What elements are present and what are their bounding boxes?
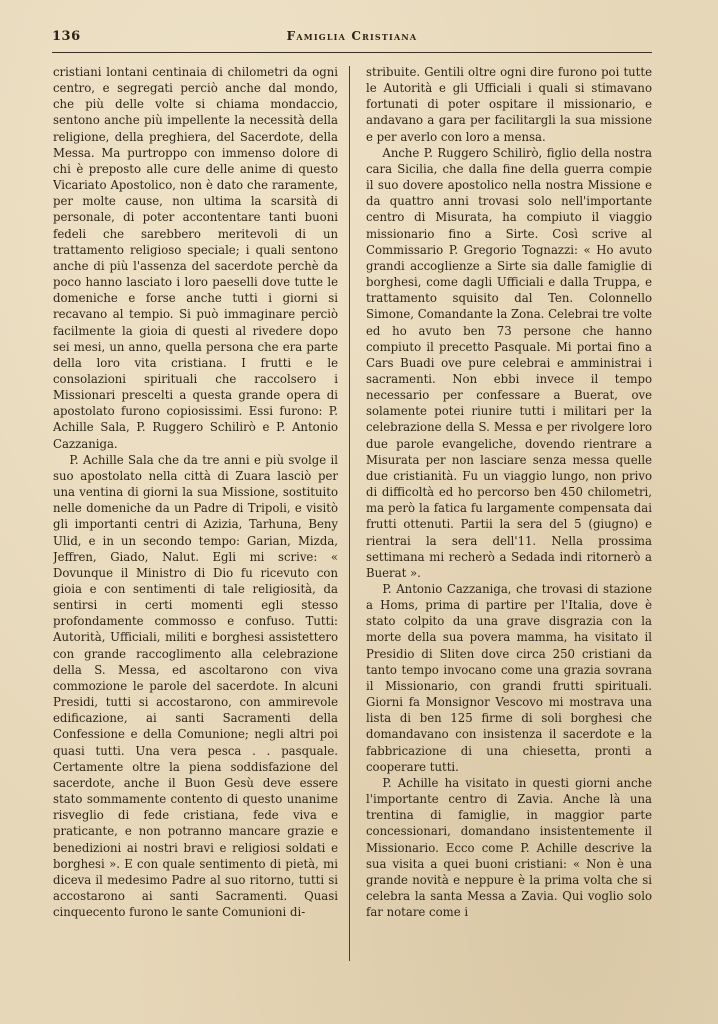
paragraph: cristiani lontani centinaia di chilometri da ogni centro, e segregati perciò anche dal mondo, che più delle volte si chiama mondaccio, sentono anche più impellente la necessità della religione, della preghiera, del Sacerdote, della Messa. Ma purtroppo con immenso dolore di chi è preposto alle cure delle anime di questo Vicariato Apostolico, non è dato che raramente, per molte cause, non ultima la scarsità di personale, di poter accontentare tanti buoni fedeli che sarebbero meritevoli di un trattamento religioso speciale; i quali sentono anche di più l'assenza del sacerdote perchè da poco hanno lasciato i loro paeselli dove tutte le domeniche e forse anche tutti i giorni si recavano al tempio. Si può immaginare perciò facilmente la gioia di questi al rivedere dopo sei mesi, un anno, quella persona che era parte della loro vita cristiana. I frutti e le consolazioni spirituali che raccolsero i Missionari prescelti a questa grande opera di apostolato furono copiosissimi. Essi furono: P. Achille Sala, P. Ruggero Schilirò e P. Antonio Cazzaniga. [53,65,338,451]
paragraph: P. Antonio Cazzaniga, che trovasi di stazione a Homs, prima di partire per l'Italia, dove è stato colpito da una grave disgrazia con la morte della sua povera mamma, ha visitato il Presidio di Sliten dove circa 250 cristiani da tanto tempo invocano come una grazia sovrana il Missionario, con grandi frutti spirituali. Giorni fa Monsignor Vescovo mi mostrava una lista di ben 125 firme di soli borghesi che domandavano con insistenza il sacerdote e la fabbricazione di una chiesetta, pronti a cooperare tutti. [366,582,652,774]
paragraph: P. Achille ha visitato in questi giorni anche l'importante centro di Zavia. Anche là una trentina di famiglie, in maggior parte concessionari, domandano insistentemente il Missionario. Ecco come P. Achille descrive la sua visita a quei buoni cristiani: « Non è una grande novità e neppure è la prima volta che si celebra la santa Messa a Zavia. Qui voglio solo far notare come i [366,775,652,920]
paragraph: stribuite. Gentili oltre ogni dire furono poi tutte le Autorità e gli Ufficiali i quali si stimavano fortunati di poter ospitare il missionario, e andavano a gara per facilitargli la sua missione e per averlo con loro a mensa. [366,65,652,144]
column-divider [349,66,350,961]
left-column [53,64,338,964]
running-title: Famiglia Cristiana [286,29,418,43]
paragraph: Anche P. Ruggero Schilirò, figlio della nostra cara Sicilia, che dalla fine della guerra compie il suo dovere apostolico nella nostra Missione e da quattro anni trovasi solo nell'importante centro di Misurata, ha compiuto il viaggio missionario fino a Sirte. Così scrive al Commissario P. Gregorio Tognazzi: « Ho avuto grandi accoglienze a Sirte sia dalle famiglie di borghesi, come dagli Ufficiali e dalla Truppa, e trattamento squisito dal Ten. Colonnello Simone, Comandante la Zona. Celebrai tre volte ed ho avuto ben 73 persone che hanno compiuto il precetto Pasquale. Mi portai fino a Cars Buadi ove pure celebrai e amministrai i sacramenti. Non ebbi invece il tempo necessario per confessare a Buerat, ove solamente potei riunire tutti i militari per la celebrazione della S. Messa e per rivolgere loro due parole evangeliche, dovendo rientrare a Misurata per non lasciare senza messa quelle due cristianità. Fu un viaggio lungo, non privo di difficoltà ed ho percorso ben 450 chilometri, ma però la fatica fu largamente compensata dai frutti ottenuti. Partii la sera del 5 (giugno) e rientrai la sera dell'11. Nella prossima settimana mi recherò a Sedada indi ritornerò a Buerat ». [366,145,652,580]
paragraph: P. Achille Sala che da tre anni e più svolge il suo apostolato nella città di Zuara lasciò per una ventina di giorni la sua Missione, sostituito nelle domeniche da un Padre di Tripoli, e visitò gli importanti centri di Azizia, Tarhuna, Beny Ulid, e in un secondo tempo: Garian, Mizda, Jeffren, Giado, Nalut. Egli mi scrive: « Dovunque il Ministro di Dio fu ricevuto con gioia e con sentimenti di tale religiosità, da sentirsi in certi momenti egli stesso profondamente commosso e confuso. Tutti: Autorità, Ufficiali, militi e borghesi assistettero con grande raccoglimento alla celebrazione della S. Messa, ed ascoltarono con viva commozione le parole del sacerdote. In alcuni Presidi, tutti si accostarono, con ammirevole edificazione, ai santi Sacramenti della Confessione e della Comunione; negli altri poi quasi tutti. Una vera pesca . . pasquale. Certamente oltre la piena soddisfazione del sacerdote, anche il Buon Gesù deve essere stato sommamente contento di questo unanime risveglio di fede cristiana, fede viva e praticante, e non potranno mancare grazie e benedizioni ai nostri bravi e religiosi soldati e borghesi ». E con quale sentimento di pietà, mi diceva il medesimo Padre al suo ritorno, tutti si accostarono ai santi Sacramenti. Quasi cinquecento furono le sante Comunioni di- [53,452,338,920]
header-rule [52,52,652,53]
page-number: 136 [52,29,81,44]
right-column [366,64,652,964]
page-header [52,29,652,49]
